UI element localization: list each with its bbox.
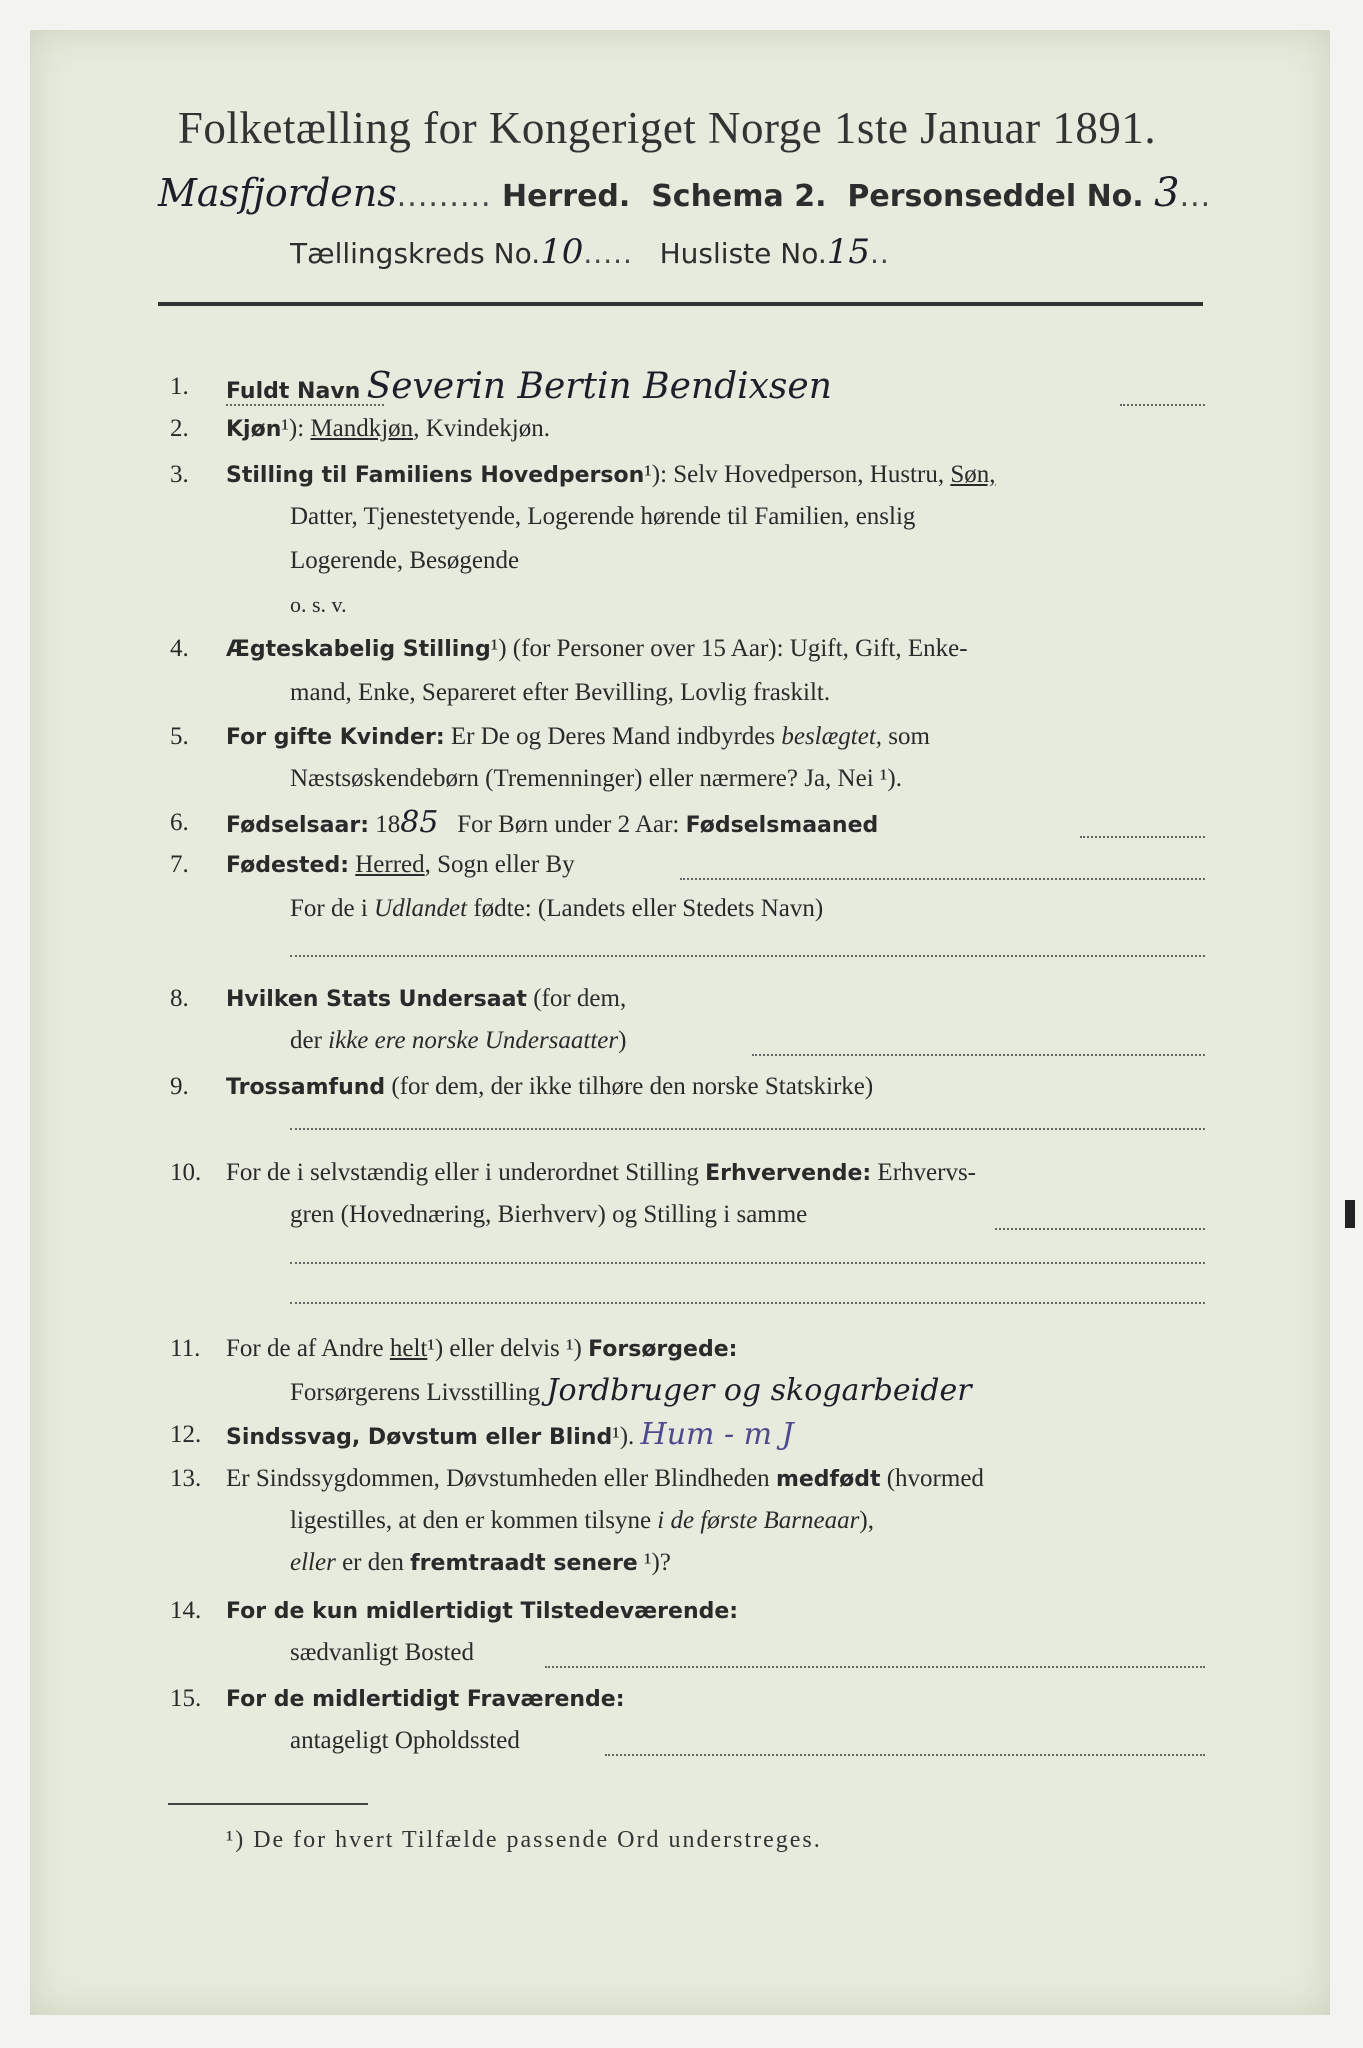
dotted-line: [1080, 836, 1205, 838]
item-label: Kjøn: [226, 417, 282, 442]
item-number: 10.: [170, 1159, 202, 1186]
dotted-line: [680, 878, 1205, 880]
dotted-line: [1120, 404, 1205, 406]
item-number: 1.: [170, 373, 189, 400]
item-number: 4.: [170, 635, 189, 662]
item-label: For de midlertidigt Fraværende:: [226, 1687, 625, 1712]
herred-label: Herred.: [502, 179, 631, 214]
item-label: medfødt: [775, 1467, 881, 1492]
item-number: 11.: [170, 1335, 201, 1362]
item-label: Sindssvag, Døvstum eller Blind: [226, 1425, 613, 1450]
full-name-handwritten: Severin Bertin Bendixsen: [366, 366, 832, 407]
header-line-2: Masfjordens......... Herred. Schema 2. Personseddel No. 3...: [158, 170, 1212, 216]
provider-occupation-handwritten: Jordbruger og skogarbeider: [546, 1373, 972, 1408]
header-line-3: Tællingskreds No.10..... Husliste No.15..: [290, 232, 890, 272]
item-number: 5.: [170, 723, 189, 750]
condition-handwritten: Hum - m J: [640, 1417, 794, 1452]
item-label: Fødested:: [226, 853, 349, 878]
footnote: ¹) De for hvert Tilfælde passende Ord understreges.: [226, 1827, 822, 1853]
item-label: Ægteskabelig Stilling: [226, 637, 491, 662]
husliste-label: Husliste No.: [659, 237, 827, 270]
edge-mark: [1345, 1200, 1355, 1228]
krets-number-handwritten: 10: [540, 232, 584, 272]
underlined-option: Mandkjøn: [310, 415, 414, 442]
municipality-handwritten: Masfjordens: [158, 171, 397, 215]
item-number: 14.: [170, 1597, 202, 1624]
underlined-option: helt: [389, 1335, 428, 1362]
dotted-line: [752, 1054, 1205, 1056]
dotted-line: [290, 1302, 1205, 1304]
dotted-line: [545, 1666, 1205, 1668]
item-number: 15.: [170, 1685, 202, 1712]
dotted-line: [226, 404, 384, 406]
item-number: 2.: [170, 415, 189, 442]
personseddel-label: Personseddel No.: [847, 179, 1144, 214]
dotted-line: [605, 1754, 1205, 1756]
item-number: 12.: [170, 1421, 202, 1448]
personseddel-number-handwritten: 3: [1154, 170, 1180, 216]
item-label: Erhvervende:: [705, 1161, 872, 1186]
item-label: Trossamfund: [226, 1075, 386, 1100]
header-rule: [158, 302, 1203, 306]
birth-year-handwritten: 85: [400, 805, 439, 840]
krets-label: Tællingskreds No.: [290, 237, 541, 270]
item-label: Forsørgede:: [588, 1337, 738, 1362]
item-number: 6.: [170, 809, 189, 836]
dotted-line: [995, 1228, 1205, 1230]
dotted-line: [290, 1262, 1205, 1264]
underlined-option: Søn,: [950, 461, 996, 488]
item-label: For gifte Kvinder:: [226, 725, 445, 750]
schema-label: Schema 2.: [651, 179, 827, 214]
item-label: Fuldt Navn: [226, 379, 361, 404]
dotted-line: [290, 1128, 1205, 1130]
item-number: 9.: [170, 1073, 189, 1100]
item-label: Hvilken Stats Undersaat: [226, 987, 527, 1012]
item-label: Fødselsaar:: [226, 813, 369, 838]
footnote-rule: [168, 1803, 368, 1805]
item-number: 7.: [170, 851, 189, 878]
item-number: 8.: [170, 985, 189, 1012]
husliste-number-handwritten: 15: [826, 232, 871, 272]
item-number: 13.: [170, 1465, 202, 1492]
underlined-option: Herred: [355, 851, 425, 878]
form-title: Folketælling for Kongeriget Norge 1ste Januar 1891.: [177, 103, 1157, 153]
item-label: Stilling til Familiens Hovedperson: [226, 463, 645, 488]
dotted-line: [290, 955, 1205, 957]
item-number: 3.: [170, 461, 189, 488]
item-label: For de kun midlertidigt Tilstedeværende:: [226, 1599, 739, 1624]
